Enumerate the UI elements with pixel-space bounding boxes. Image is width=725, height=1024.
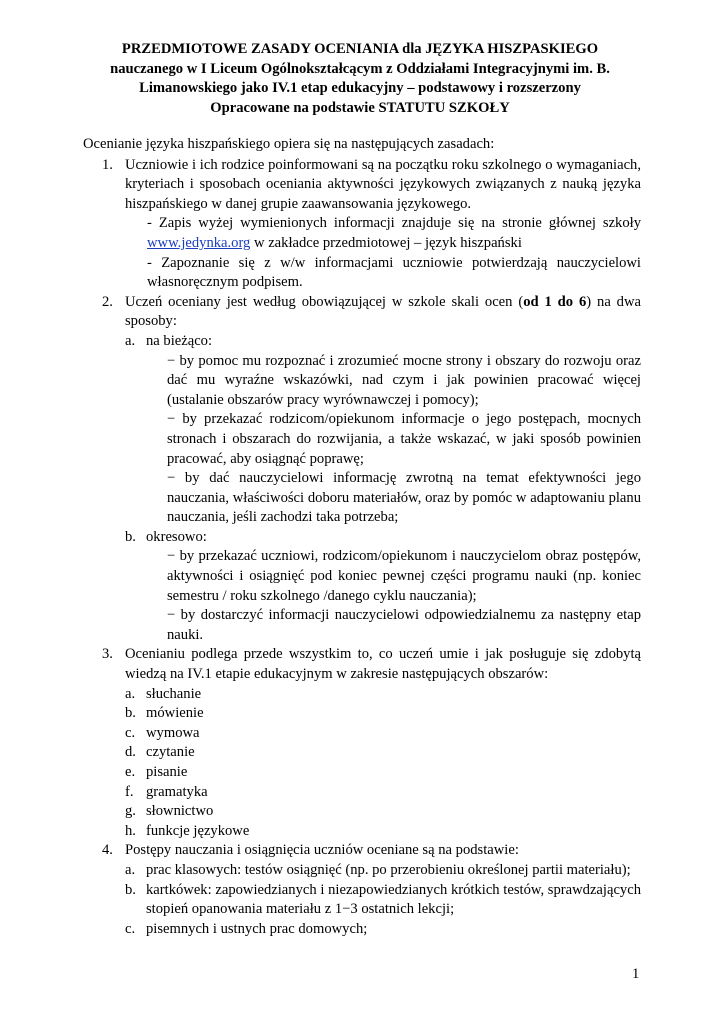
list-label: okresowo: xyxy=(146,528,207,545)
item-number: 4. xyxy=(102,842,113,859)
periodic-point-1: − by przekazać uczniowi, rodzicom/opiekunom i nauczycielom obraz postępów, aktywności i osiągnięć pod koniec pewnej części programu nauki (np. koniec semestru / roku szkolnego /danego cyklu nauczania); xyxy=(167,548,641,604)
area-label: słuchanie xyxy=(146,685,202,702)
list-item xyxy=(125,822,641,842)
document-body xyxy=(83,135,641,939)
list-letter: b. xyxy=(125,528,136,545)
list-item xyxy=(125,881,641,920)
area-label: gramatyka xyxy=(146,783,208,800)
area-label: słownictwo xyxy=(146,803,214,820)
current-point-2: − by przekazać rodzicom/opiekunom informacje o jego postępach, mocnych stronach i obszarach do rozwijania, a także wskazać, w jaki sposób powinien pracować, aby osiągnąć poprawę; xyxy=(167,411,641,467)
item-number: 1. xyxy=(102,156,113,173)
title-line-2: nauczanego w I Liceum Ogólnokształcącym z Oddziałami Integracyjnymi im. B. xyxy=(110,60,610,77)
list-item-periodic xyxy=(125,528,641,646)
item-2-text xyxy=(125,293,641,332)
item-4-text: Postępy nauczania i osiągnięcia uczniów oceniane są na podstawie: xyxy=(125,842,519,859)
basis-label: pisemnych i ustnych prac domowych; xyxy=(146,920,368,937)
basis-label: prac klasowych: testów osiągnięć (np. po przerobieniu określonej partii materiału); xyxy=(146,861,631,878)
list-item-current xyxy=(125,332,641,528)
list-letter: g. xyxy=(125,803,136,820)
note-1-suffix: w zakładce przedmiotowej – język hiszpański xyxy=(250,234,522,251)
list-item xyxy=(125,685,641,705)
list-label: na bieżąco: xyxy=(146,332,213,349)
area-label: funkcje językowe xyxy=(146,822,250,839)
list-letter: a. xyxy=(125,861,136,878)
list-item xyxy=(125,763,641,783)
list-letter: b. xyxy=(125,881,136,898)
item-1-text: Uczniowie i ich rodzice poinformowani są na początku roku szkolnego o wymaganiach, kryteriach i sposobach oceniania aktywności językowych związanych z nauką języka hiszpańskiego w danej grupie zaawansowania językowego. xyxy=(125,156,641,212)
numbered-item-3 xyxy=(83,645,641,841)
list-item xyxy=(125,920,641,940)
item-1-note-2: - Zapoznanie się z w/w informacjami uczniowie potwierdzają nauczycielowi własnoręcznym podpisem. xyxy=(147,254,641,291)
list-item xyxy=(125,861,641,881)
numbered-item-1 xyxy=(83,156,641,293)
item-2-text-start: Uczeń oceniany jest według obowiązującej w szkole skali ocen ( xyxy=(125,293,524,310)
list-letter: a. xyxy=(125,685,136,702)
note-1-text: - Zapis wyżej wymienionych informacji znajduje się na stronie głównej szkoły xyxy=(147,215,641,232)
list-item xyxy=(125,802,641,822)
area-label: mówienie xyxy=(146,705,204,722)
current-point-1: − by pomoc mu rozpoznać i zrozumieć mocne strony i obszary do rozwoju oraz dać mu wyraźne wskazówki, nad czym i jak powinien pracować więcej (ustalanie obszarów pracy wyrównawczej i pomocy); xyxy=(167,352,641,408)
area-label: wymowa xyxy=(146,724,200,741)
item-3-text: Ocenianiu podlega przede wszystkim to, co uczeń umie i jak posługuje się zdobytą wiedzą na IV.1 etapie edukacyjnym w zakresie następujących obszarów: xyxy=(125,646,641,683)
title-line-4: Opracowane na podstawie STATUTU SZKOŁY xyxy=(210,99,510,116)
item-number: 3. xyxy=(102,646,113,663)
intro-paragraph: Ocenianie języka hiszpańskiego opiera się na następujących zasadach: xyxy=(83,136,495,152)
item-number: 2. xyxy=(102,293,113,310)
periodic-point-2: − by dostarczyć informacji nauczycielowi odpowiedzialnemu za następny etap nauki. xyxy=(167,607,641,643)
list-item xyxy=(125,783,641,803)
list-letter: c. xyxy=(125,920,136,937)
list-letter: d. xyxy=(125,744,136,761)
list-letter: f. xyxy=(125,783,134,800)
school-website-link[interactable]: www.jedynka.org xyxy=(147,234,251,251)
area-label: czytanie xyxy=(146,744,195,761)
numbered-item-4 xyxy=(83,841,641,939)
grade-scale: od 1 do 6 xyxy=(523,293,587,310)
list-letter: c. xyxy=(125,724,136,741)
current-point-3: − by dać nauczycielowi informację zwrotną na temat efektywności jego nauczania, właściwości doboru materiałów, oraz by pomóc w adaptowaniu planu nauczania, jeśli zachodzi taka potrzeba; xyxy=(167,470,641,526)
list-item xyxy=(125,724,641,744)
basis-label: kartkówek: zapowiedzianych i niezapowiedzianych krótkich testów, sprawdzających stopień opanowania materiału z 1−3 ostatnich lekcji; xyxy=(146,881,641,918)
list-letter: e. xyxy=(125,764,136,780)
title-line-3: Limanowskiego jako IV.1 etap edukacyjny – podstawowy i rozszerzony xyxy=(139,80,581,96)
list-letter: b. xyxy=(125,705,136,722)
list-letter: h. xyxy=(125,822,136,839)
list-item xyxy=(125,704,641,724)
area-label: pisanie xyxy=(146,764,188,780)
page-number: 1 xyxy=(632,966,640,982)
title-line-1: PRZEDMIOTOWE ZASADY OCENIANIA dla JĘZYKA HISZPASKIEGO xyxy=(121,41,599,57)
document-title xyxy=(60,40,660,118)
numbered-item-2 xyxy=(83,293,641,646)
list-letter: a. xyxy=(125,332,136,349)
list-item xyxy=(125,743,641,763)
item-2-text-end: ) na dwa sposoby: xyxy=(125,293,641,330)
item-1-note-1 xyxy=(125,214,641,253)
